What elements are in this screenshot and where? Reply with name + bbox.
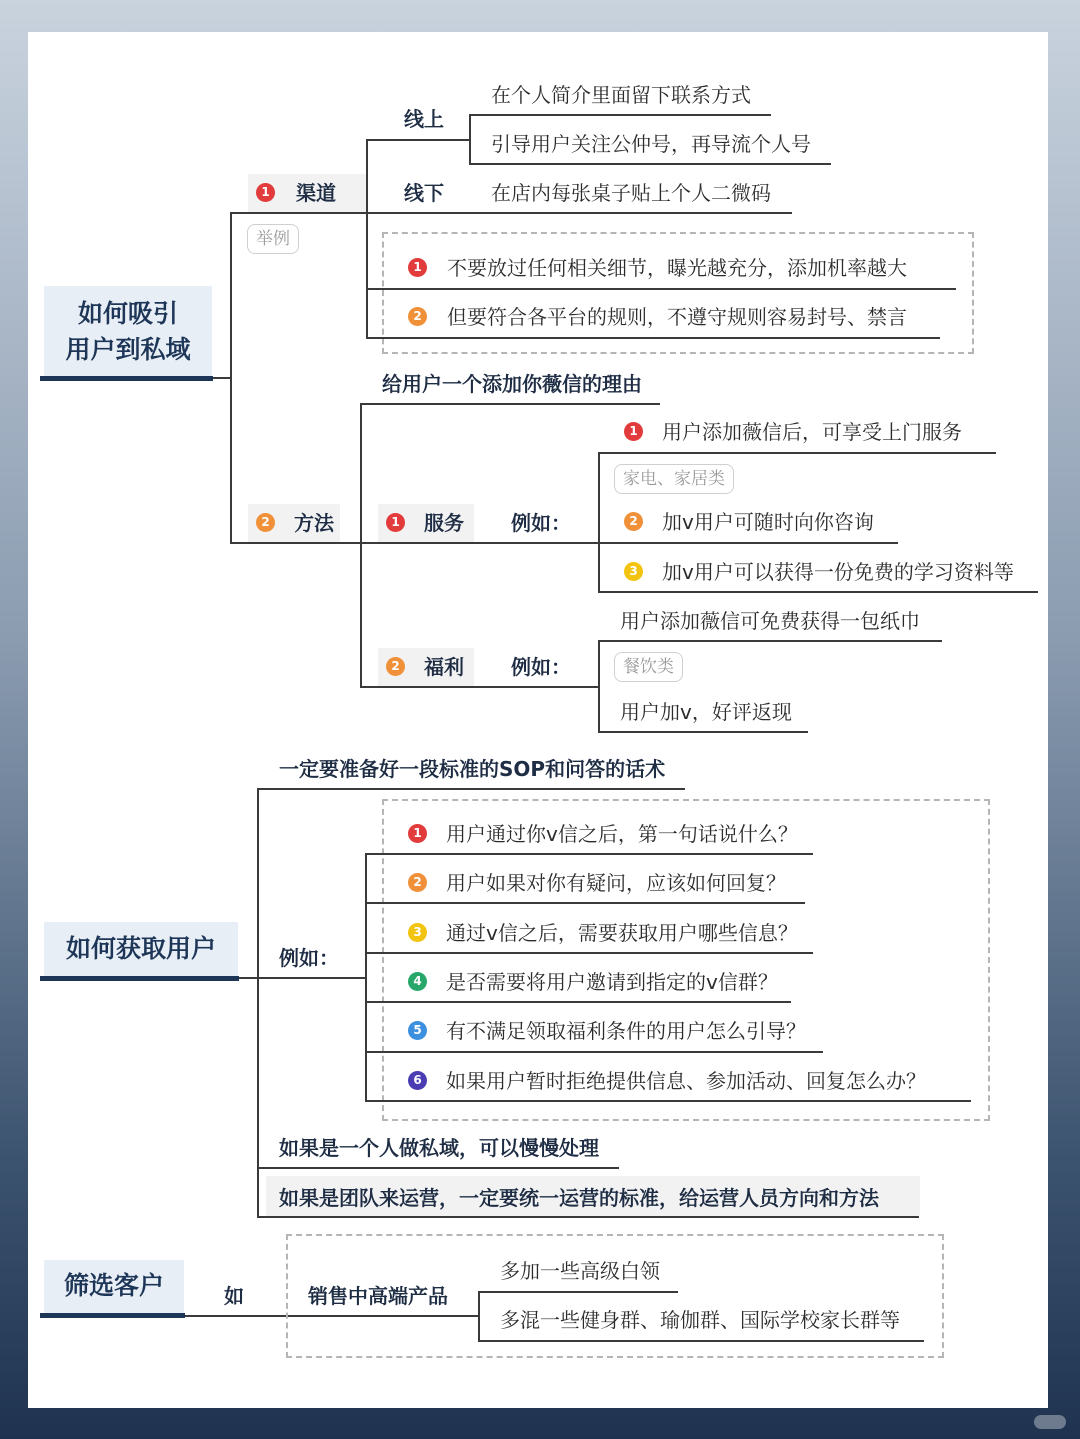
connector-line <box>366 139 470 141</box>
number-1-icon: 1 <box>256 183 275 202</box>
number-2-icon: 2 <box>624 512 643 531</box>
offline-item: 在店内每张桌子贴上个人二微码 <box>491 181 771 205</box>
connector-line <box>365 1051 823 1053</box>
note-item-2: 但要符合各平台的规则，不遵守规则容易封号、禁言 <box>447 305 907 329</box>
number-6-icon: 6 <box>408 1071 427 1090</box>
question-item-3: 通过v信之后，需要获取用户哪些信息？ <box>446 921 798 945</box>
offline-label: 线下 <box>404 181 444 205</box>
connector-line <box>365 902 805 904</box>
number-3-icon: 3 <box>408 923 427 942</box>
connector-line <box>478 1291 678 1293</box>
online-label: 线上 <box>404 107 444 131</box>
tag-catering: 餐饮类 <box>614 652 683 682</box>
connector-line <box>469 114 771 116</box>
service-label: 服务 <box>424 511 464 535</box>
connector-line <box>360 403 362 687</box>
filter-item-2: 多混一些健身群、瑜伽群、国际学校家长群等 <box>500 1308 900 1332</box>
root-node-attract-users <box>44 286 212 376</box>
connector-line <box>365 853 367 1102</box>
root-title-line2: 用户到私域 <box>65 335 191 364</box>
root-title: 如何获取用户 <box>65 934 216 963</box>
connector-line <box>230 542 362 544</box>
product-label: 销售中高端产品 <box>308 1284 448 1308</box>
number-2-icon: 2 <box>256 513 275 532</box>
connector-line <box>213 377 231 379</box>
welfare-item-2: 用户加v，好评返现 <box>620 700 792 724</box>
connector-line <box>360 686 600 688</box>
question-item-5: 有不满足领取福利条件的用户怎么引导？ <box>446 1019 806 1043</box>
connector-line <box>598 640 942 642</box>
connector-line <box>239 977 259 979</box>
connector-line <box>598 640 600 732</box>
root-underline <box>40 376 213 381</box>
number-1-icon: 1 <box>408 258 427 277</box>
welfare-item-1: 用户添加薇信可免费获得一包纸巾 <box>620 609 920 633</box>
sop-title: 一定要准备好一段标准的SOP和问答的话术 <box>279 757 666 781</box>
welfare-label: 福利 <box>424 655 464 679</box>
tag-appliances: 家电、家居类 <box>614 464 734 494</box>
root-node-filter-customers <box>44 1260 184 1314</box>
number-1-icon: 1 <box>386 513 405 532</box>
connector-line <box>598 542 898 544</box>
root-title-line1: 如何吸引 <box>77 299 178 328</box>
service-example-label: 例如： <box>511 511 571 535</box>
service-item-3: 加v用户可以获得一份免费的学习资料等 <box>662 560 1014 584</box>
filter-item-1: 多加一些高级白领 <box>500 1259 660 1283</box>
service-item-1: 用户添加薇信后，可享受上门服务 <box>662 420 962 444</box>
tag-example: 举例 <box>247 224 299 254</box>
root-node-acquire-users <box>44 922 238 976</box>
connector-line <box>478 1340 924 1342</box>
connector-line <box>257 1216 919 1218</box>
connector-line <box>365 1001 791 1003</box>
connector-line <box>478 1291 480 1341</box>
connector-line <box>365 1100 971 1102</box>
number-3-icon: 3 <box>624 562 643 581</box>
number-5-icon: 5 <box>408 1021 427 1040</box>
root-underline <box>40 976 239 981</box>
connector-line <box>469 114 471 164</box>
note-item-1: 不要放过任何相关细节，曝光越充分，添加机率越大 <box>447 256 907 280</box>
online-item-1: 在个人简介里面留下联系方式 <box>491 83 751 107</box>
root-underline <box>40 1313 185 1318</box>
number-2-icon: 2 <box>408 307 427 326</box>
connector-line <box>366 288 956 290</box>
question-item-2: 用户如果对你有疑问，应该如何回复？ <box>446 871 786 895</box>
welfare-example-label: 例如： <box>511 655 571 679</box>
connector-line <box>257 788 685 790</box>
connector-line <box>360 403 660 405</box>
scroll-handle[interactable] <box>1034 1415 1066 1429</box>
number-2-icon: 2 <box>408 873 427 892</box>
connector-line <box>257 1167 619 1169</box>
connector-line <box>366 337 940 339</box>
channel-label: 渠道 <box>296 181 336 205</box>
connector-word: 如 <box>224 1284 244 1308</box>
question-item-6: 如果用户暂时拒绝提供信息、参加活动、回复怎么办？ <box>446 1069 926 1093</box>
number-1-icon: 1 <box>624 422 643 441</box>
connector-line <box>257 977 367 979</box>
online-item-2: 引导用户关注公仲号，再导流个人号 <box>491 132 811 156</box>
connector-line <box>598 452 600 592</box>
connector-line <box>257 788 259 1218</box>
connector-line <box>360 542 600 544</box>
connector-line <box>598 591 1038 593</box>
connector-line <box>365 853 813 855</box>
root-title: 筛选客户 <box>63 1271 164 1300</box>
reason-title: 给用户一个添加你薇信的理由 <box>382 372 642 396</box>
number-4-icon: 4 <box>408 972 427 991</box>
connector-line <box>598 452 996 454</box>
notes-box <box>382 232 974 354</box>
service-item-2: 加v用户可随时向你咨询 <box>662 510 874 534</box>
team-note: 如果是团队来运营，一定要统一运营的标准，给运营人员方向和方法 <box>279 1186 879 1210</box>
number-2-icon: 2 <box>386 657 405 676</box>
connector-line <box>230 212 368 214</box>
connector-line <box>230 212 232 543</box>
question-item-4: 是否需要将用户邀请到指定的v信群？ <box>446 970 778 994</box>
connector-line <box>366 139 368 338</box>
number-1-icon: 1 <box>408 824 427 843</box>
example-label: 例如： <box>279 946 339 970</box>
question-item-1: 用户通过你v信之后，第一句话说什么？ <box>446 822 798 846</box>
connector-line <box>365 952 813 954</box>
method-label: 方法 <box>294 511 334 535</box>
connector-line <box>469 163 831 165</box>
connector-line <box>598 731 808 733</box>
personal-note: 如果是一个人做私域，可以慢慢处理 <box>279 1136 599 1160</box>
connector-line <box>366 212 792 214</box>
